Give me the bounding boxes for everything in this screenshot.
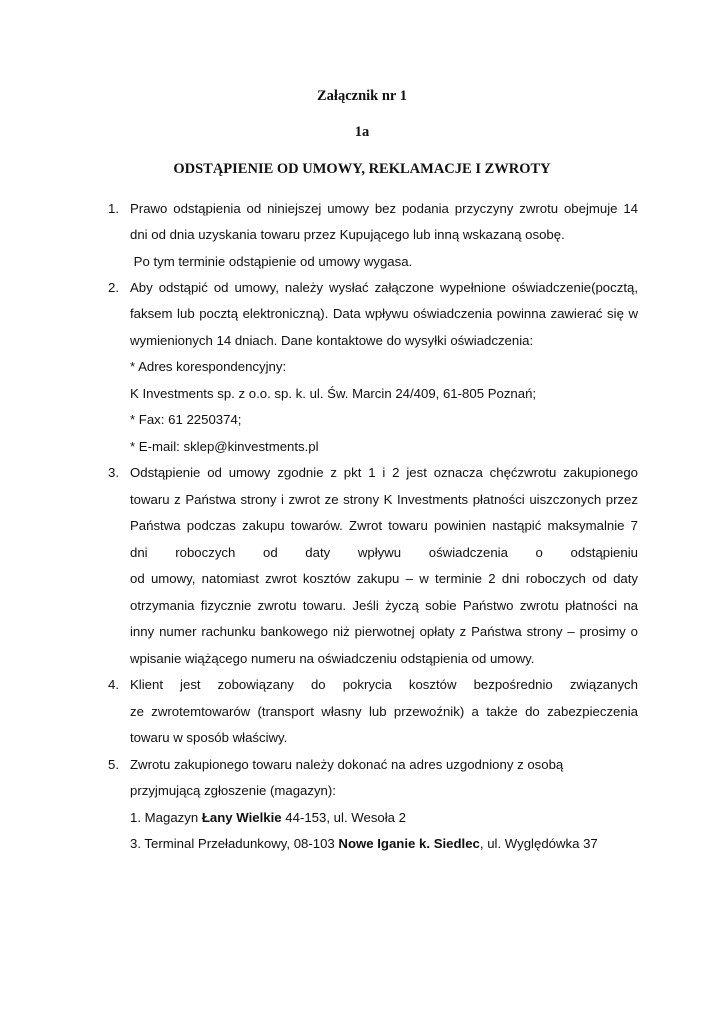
paragraph-line: dni od dnia uzyskania towaru przez Kupującego lub inną wskazaną osobę. bbox=[130, 227, 565, 242]
paragraph-line: Odstąpienie od umowy zgodnie z pkt 1 i 2 jest oznacza chęćzwrotu zakupionego bbox=[130, 465, 638, 480]
paragraph-line: towaru w sposób właściwy. bbox=[130, 730, 288, 745]
item-number: 2. bbox=[108, 280, 119, 295]
address-suffix: 44-153, ul. Wesoła 2 bbox=[281, 810, 407, 825]
paragraph-line: faksem lub pocztą elektroniczną). Data wpływu oświadczenia powinna zawierać się w bbox=[130, 306, 638, 321]
paragraph-line: Prawo odstąpienia od niniejszej umowy bez podania przyczyny zwrotu obejmuje 14 bbox=[130, 201, 638, 216]
address-prefix: 1. Magazyn bbox=[130, 810, 202, 825]
email-line: * E-mail: sklep@kinvestments.pl bbox=[130, 439, 319, 454]
paragraph-line: otrzymania fizycznie zwrotu towaru. Jeśli życzą sobie Państwo zwrotu płatności na bbox=[130, 598, 638, 613]
address-place: Łany Wielkie bbox=[201, 810, 282, 825]
warehouse-address-1 bbox=[130, 809, 638, 827]
paragraph-line: * Adres korespondencyjny: bbox=[130, 359, 287, 374]
paragraph-line: przyjmującą zgłoszenie (magazyn): bbox=[130, 783, 336, 798]
paragraph-line: wpisanie wiążącego numeru na oświadczeniu odstąpienia od umowy. bbox=[130, 651, 535, 666]
paragraph-line: od umowy, natomiast zwrot kosztów zakupu – w terminie 2 dni roboczych od daty bbox=[130, 571, 638, 586]
paragraph-line: Zwrotu zakupionego towaru należy dokonać na adres uzgodniony z osobą bbox=[130, 757, 564, 772]
address-prefix: 3. Terminal Przeładunkowy, 08-103 bbox=[130, 836, 339, 851]
page-title: ODSTĄPIENIE OD UMOWY, REKLAMACJE I ZWROTY bbox=[173, 161, 551, 177]
address-line: K Investments sp. z o.o. sp. k. ul. Św. Marcin 24/409, 61-805 Poznań; bbox=[130, 386, 537, 401]
attachment-subtitle: 1a bbox=[354, 124, 370, 140]
paragraph-line: wymienionych 14 dniach. Dane kontaktowe do wysyłki oświadczenia: bbox=[130, 333, 534, 348]
warehouse-address-2 bbox=[130, 835, 638, 853]
paragraph-line: inny numer rachunku bankowego niż pierwotnej opłaty z Państwa strony – prosimy o bbox=[130, 624, 638, 639]
paragraph-line: towaru z Państwa strony i zwrot ze strony K Investments płatności uiszczonych przez bbox=[130, 492, 638, 507]
paragraph-line: Państwa podczas zakupu towarów. Zwrot towaru powinien nastąpić maksymalnie 7 bbox=[130, 518, 638, 533]
item-number: 3. bbox=[108, 465, 119, 480]
item-number: 5. bbox=[108, 757, 119, 772]
paragraph-line: ze zwrotemtowarów (transport własny lub przewoźnik) a także do zabezpieczenia bbox=[130, 704, 638, 719]
address-place: Nowe Iganie k. Siedlec bbox=[338, 836, 480, 851]
fax-line: * Fax: 61 2250374; bbox=[130, 412, 242, 427]
paragraph-line: dni roboczych od daty wpływu oświadczenia o odstąpieniu bbox=[130, 545, 638, 560]
paragraph-line: Klient jest zobowiązany do pokrycia kosztów bezpośrednio związanych bbox=[130, 677, 638, 692]
paragraph-line: Po tym terminie odstąpienie od umowy wygasa. bbox=[130, 254, 413, 269]
paragraph-line: Aby odstąpić od umowy, należy wysłać załączone wypełnione oświadczenie(pocztą, bbox=[130, 280, 638, 295]
attachment-title: Załącznik nr 1 bbox=[317, 88, 407, 104]
item-number: 1. bbox=[108, 201, 119, 216]
address-suffix: , ul. Wyględówka 37 bbox=[479, 836, 598, 851]
item-number: 4. bbox=[108, 677, 119, 692]
